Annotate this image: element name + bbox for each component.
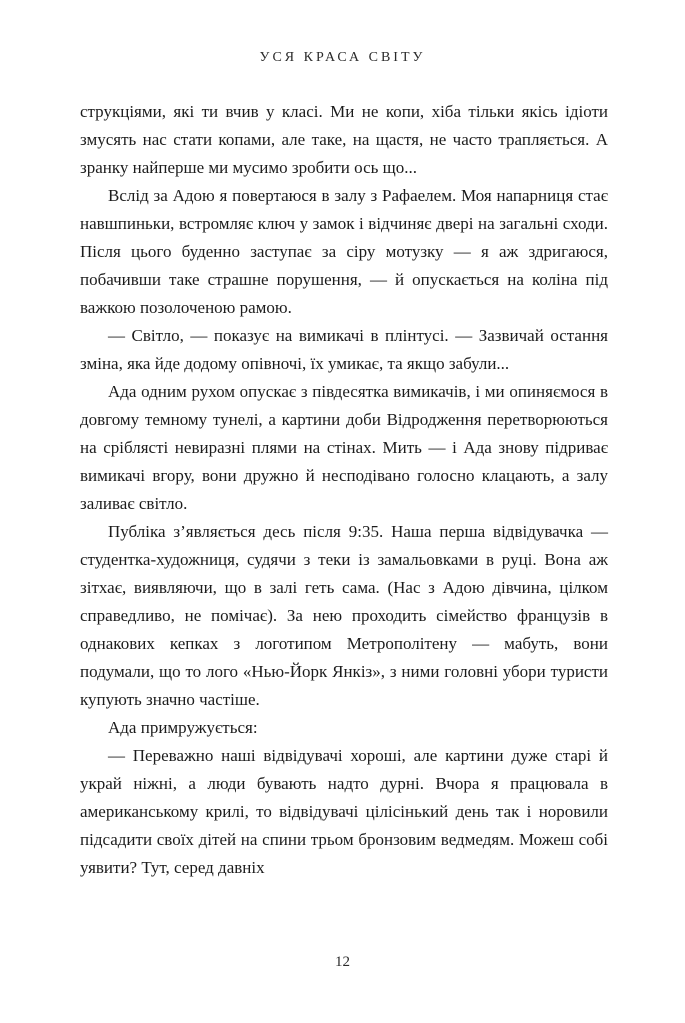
paragraph: Вслід за Адою я повертаюся в залу з Рафаелем. Моя напарниця стає навшпиньки, встромляє ключ у замок і відчиняє двері на загальні сходи. Після цього буденно заступає за сіру мотузку — я аж здригаюся, побачивши таке страшне порушення, — й опускається на коліна під важкою позолоченою рамою. xyxy=(80,186,608,317)
running-header: УСЯ КРАСА СВІТУ xyxy=(259,50,426,65)
paragraph: струкціями, які ти вчив у класі. Ми не копи, хіба тільки якісь ідіоти змусять нас стати копами, але таке, на щастя, не часто трапляється. А зранку найперше ми мусимо зробити ось що... xyxy=(80,102,608,177)
paragraph: — Світло, — показує на вимикачі в плінтусі. — Зазвичай остання зміна, яка йде додому опівночі, їх умикає, та якщо забули... xyxy=(80,326,608,373)
page-number: 12 xyxy=(335,954,350,970)
paragraph: Ада примружується: xyxy=(108,718,258,737)
page-text-block xyxy=(80,98,608,882)
paragraph: Публіка з’являється десь після 9:35. Наша перша відвідувачка — студентка-художниця, судячи з теки із замальовками в руці. Вона аж зітхає, виявляючи, що в залі геть сама. (Нас з Адою дівчина, цілком справедливо, не помічає). За нею проходить сімейство французів в однакових кепках з логотипом Метрополітену — мабуть, вони подумали, що то лого «Нью-Йорк Янкіз», з ними головні убори туристи купують значно частіше. xyxy=(80,522,608,709)
paragraph: — Переважно наші відвідувачі хороші, але картини дуже старі й украй ніжні, а люди бувають надто дурні. Вчора я працювала в американському крилі, то відвідувачі цілісінький день так і норовили підсадити своїх дітей на спини трьом бронзовим ведмедям. Можеш собі уявити? Тут, серед давніх xyxy=(80,746,608,877)
paragraph: Ада одним рухом опускає з півдесятка вимикачів, і ми опиняємося в довгому темному тунелі, а картини доби Відродження перетворюються на сріблясті невиразні плями на стінах. Мить — і Ада знову підриває вимикачі вгору, вони дружно й несподівано голосно клацають, а залу заливає світло. xyxy=(80,382,608,513)
